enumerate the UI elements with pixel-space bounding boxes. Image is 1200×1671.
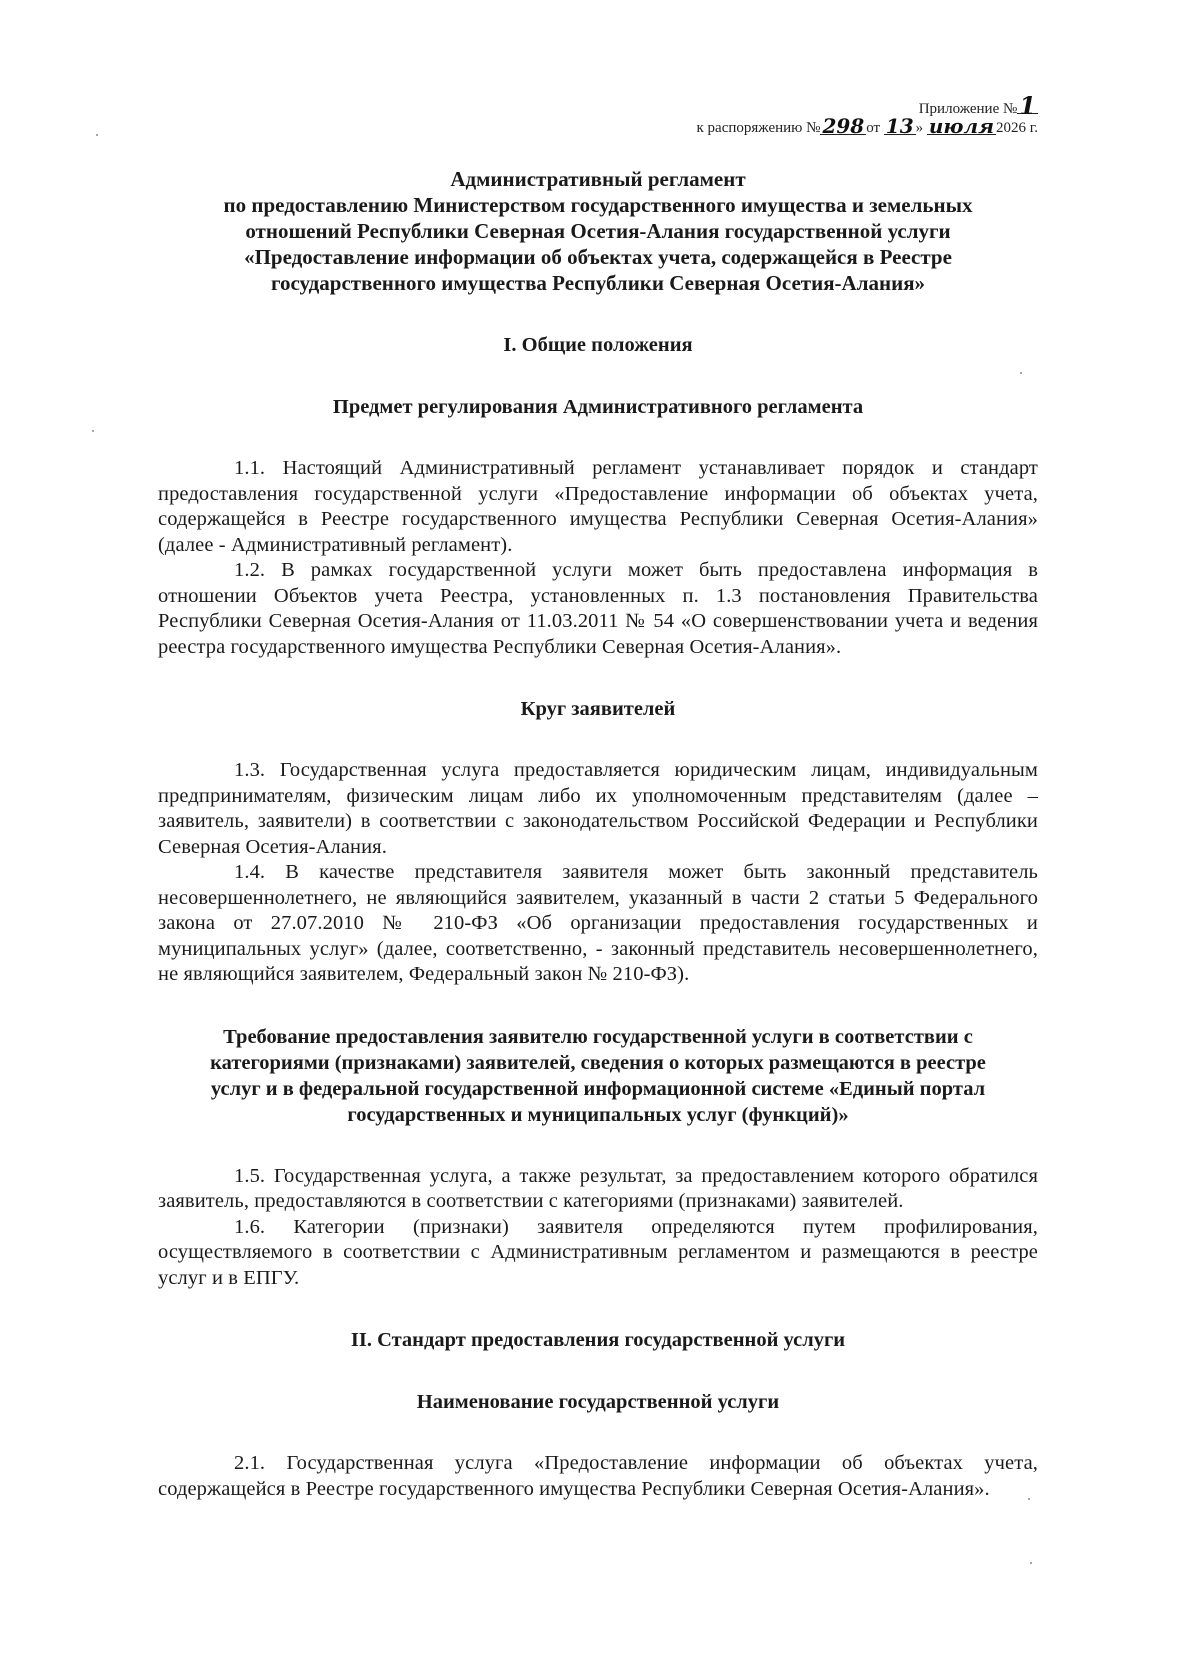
section-1-heading: I. Общие положения (503, 334, 693, 356)
subheading-service-name: Наименование государственной услуги (416, 1391, 780, 1413)
paragraph-2-1: 2.1. Государственная услуга «Предоставление информации об объектах учета, содержащейся в Реестре государственного имущества Республики Северная Осетия-Алания». (158, 1452, 1038, 1500)
handwritten-order-day: 13 (885, 114, 914, 138)
subheading-subject: Предмет регулирования Административного регламента (332, 396, 864, 418)
subheading-line: услуг и в федеральной государственной информационной системе «Единый портал (210, 1077, 986, 1100)
subheading-line: категориями (признаками) заявителей, сведения о которых размещаются в реестре (210, 1051, 986, 1074)
document-body (158, 166, 1038, 1502)
subheading-line: государственных и муниципальных услуг (функций)» (347, 1103, 849, 1126)
subheading-line: Требование предоставления заявителю государственной услуги в соответствии с (223, 1025, 973, 1048)
scan-speck (1030, 1562, 1032, 1564)
paragraph-1-1: 1.1. Настоящий Административный регламент устанавливает порядок и стандарт предоставления государственной услуги «Предоставление информации об объектах учета, содержащейся в Реестре государственного имущества Республики Северная Осетия-Алания» (далее - Административный регламент). (158, 457, 1038, 556)
title-line: Административный регламент (450, 167, 746, 191)
annex-label: Приложение № (918, 101, 1018, 117)
paragraph-1-6: 1.6. Категории (признаки) заявителя определяются путем профилирования, осуществляемого в соответствии с Административным регламентом и размещаются в реестре услуг и в ЕПГУ. (158, 1215, 1038, 1289)
paragraph-1-3: 1.3. Государственная услуга предоставляется юридическим лицам, индивидуальным предпринимателям, физическим лицам либо их уполномоченным представителям (далее – заявитель, заявители) в соответствии с законодательством Российской Федерации и Республики Северная Осетия-Алания. (158, 759, 1038, 858)
title-line: по предоставлению Министерством государственного имущества и земельных (223, 193, 973, 217)
order-from: от (866, 120, 881, 136)
subheading-applicants: Круг заявителей (520, 698, 676, 720)
title-line: отношений Республики Северная Осетия-Алания государственной услуги (245, 219, 951, 243)
subheading-requirement (158, 1024, 1038, 1128)
paragraph-1-4: 1.4. В качестве представителя заявителя может быть законный представитель несовершеннолетнего, не являющийся заявителем, указанный в части 2 статьи 5 Федерального закона от 27.07.2010 № 210-ФЗ «Об организации предоставления государственных и муниципальных услуг» (далее, соответственно, - законный представитель несовершеннолетнего, не являющийся заявителем, Федеральный закон № 210-ФЗ). (158, 861, 1038, 985)
order-year: 2026 г. (996, 120, 1038, 136)
document-title (158, 166, 1038, 296)
handwritten-order-number: 298 (822, 114, 865, 138)
scan-speck (92, 430, 94, 432)
title-line: «Предоставление информации об объектах учета, содержащейся в Реестре (244, 245, 952, 269)
order-prefix: к распоряжению № (696, 120, 821, 136)
scan-speck (1028, 1498, 1030, 1500)
title-line: государственного имущества Республики Северная Осетия-Алания» (270, 271, 926, 295)
scan-speck (1020, 372, 1022, 374)
handwritten-order-month: июля (928, 114, 995, 138)
paragraph-1-5: 1.5. Государственная услуга, а также результат, за предоставлением которого обратился заявитель, предоставляются в соответствии с категориями (признаками) заявителей. (158, 1164, 1038, 1212)
paragraph-1-2: 1.2. В рамках государственной услуги может быть предоставлена информация в отношении Объектов учета Реестра, установленных п. 1.3 постановления Правительства Республики Северная Осетия-Алания от 11.03.2011 № 54 «О совершенствовании учета и ведения реестра государственного имущества Республики Северная Осетия-Алания». (158, 559, 1038, 658)
annex-reference (696, 91, 1039, 138)
annex-line-2: к распоряжению № 298 от 13 » июля 2026 г. (696, 114, 1038, 138)
scan-speck (96, 134, 98, 136)
section-2-heading: II. Стандарт предоставления государственной услуги (350, 1329, 846, 1351)
handwritten-annex-number: 1 (1019, 91, 1036, 120)
